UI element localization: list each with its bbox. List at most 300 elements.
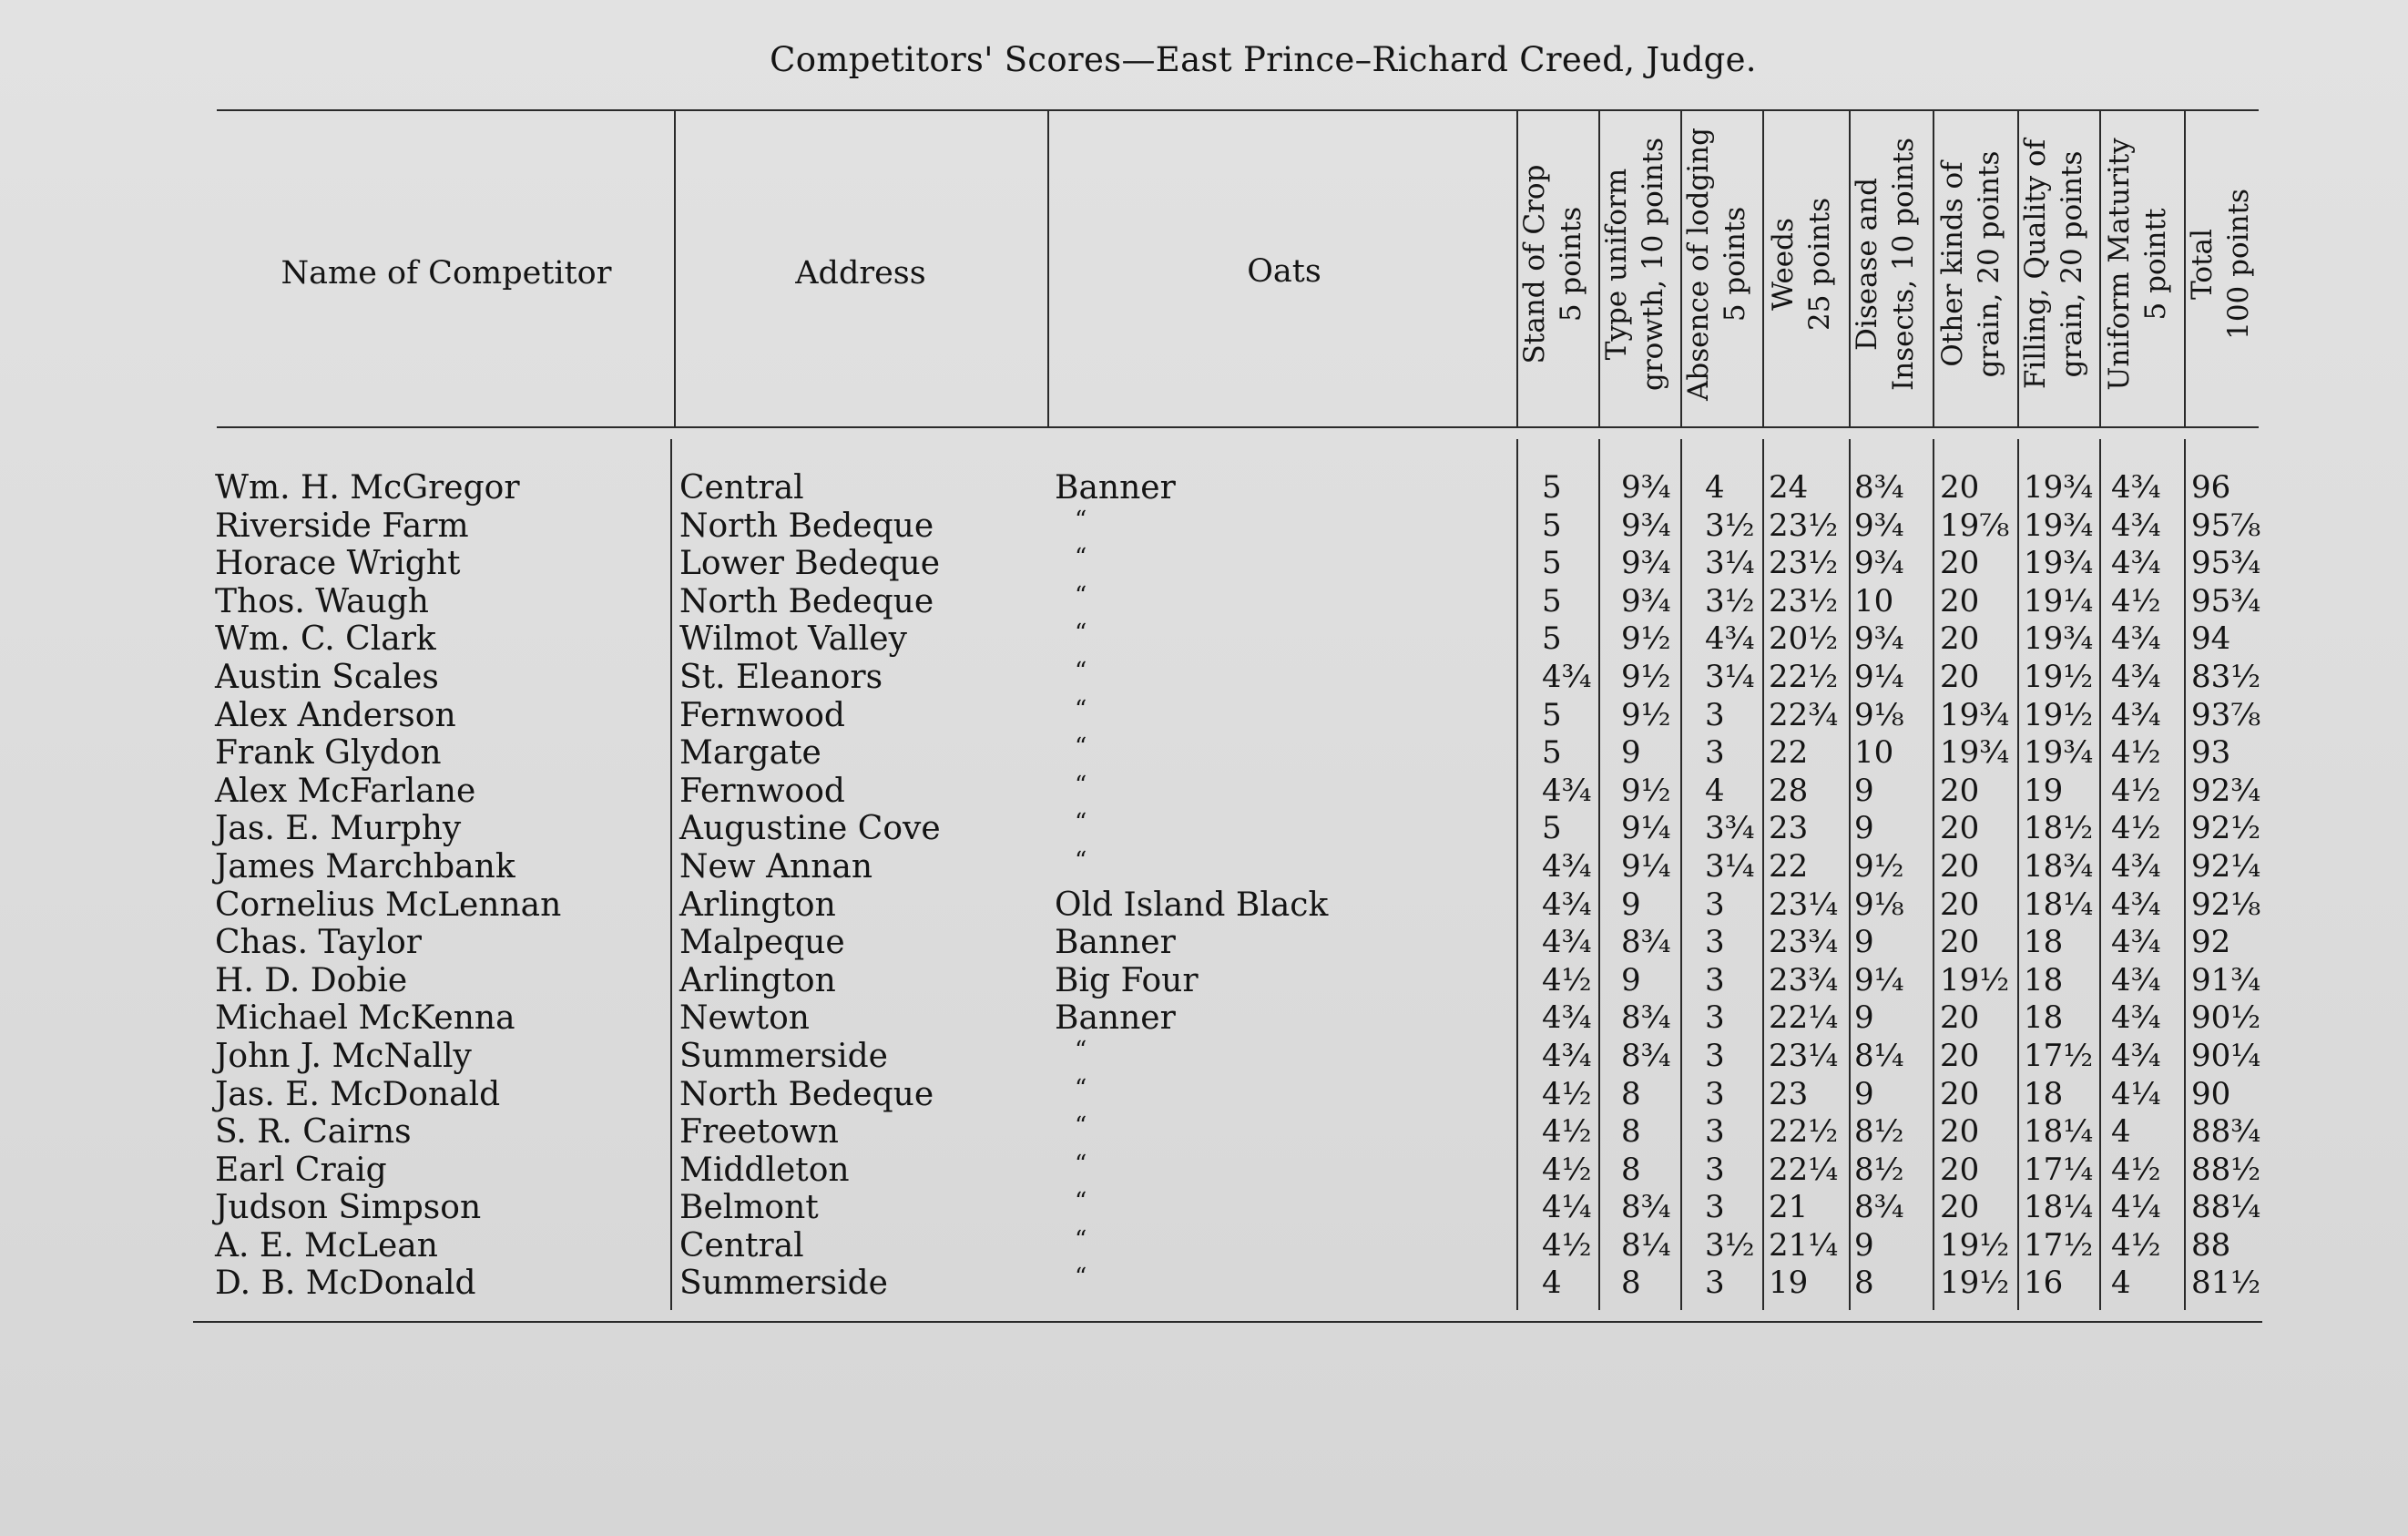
score-cell: 5 bbox=[1542, 696, 1562, 733]
oats-variety: “ bbox=[1075, 581, 1087, 609]
score-cell: 90 bbox=[2191, 1075, 2231, 1112]
score-cell: 8¼ bbox=[1854, 1037, 1904, 1074]
score-cell: 4½ bbox=[2111, 1151, 2161, 1188]
table-row bbox=[0, 545, 2408, 583]
score-cell: 20 bbox=[1940, 999, 1980, 1037]
score-cell: 4½ bbox=[1542, 961, 1592, 998]
score-cell: 4½ bbox=[1542, 1075, 1592, 1112]
competitor-address: Arlington bbox=[679, 886, 836, 924]
oats-variety: “ bbox=[1075, 1074, 1087, 1102]
score-cell: 19¾ bbox=[2024, 734, 2094, 772]
table-row bbox=[0, 1189, 2408, 1227]
score-cell: 3¼ bbox=[1705, 847, 1755, 885]
header-divider bbox=[1047, 111, 1049, 426]
oats-variety: “ bbox=[1075, 544, 1087, 572]
oats-variety: Banner bbox=[1055, 469, 1176, 507]
score-cell: 81½ bbox=[2191, 1265, 2261, 1302]
score-cell: 4¾ bbox=[2111, 847, 2161, 885]
oats-variety: Banner bbox=[1055, 999, 1176, 1038]
score-cell: 20 bbox=[1940, 545, 1980, 582]
score-cell: 18 bbox=[2024, 961, 2064, 998]
table-row bbox=[0, 773, 2408, 811]
competitor-name: Earl Craig bbox=[215, 1151, 387, 1189]
competitor-address: North Bedeque bbox=[679, 1075, 934, 1113]
score-cell: 18¾ bbox=[2024, 847, 2094, 885]
score-cell: 9 bbox=[1854, 924, 1874, 961]
score-cell: 22¾ bbox=[1769, 696, 1839, 733]
score-cell: 88¾ bbox=[2191, 1113, 2261, 1151]
competitor-address: Augustine Cove bbox=[679, 810, 941, 848]
score-cell: 9¼ bbox=[1621, 810, 1671, 847]
oats-variety: Old Island Black bbox=[1055, 886, 1329, 924]
score-cell: 5 bbox=[1542, 545, 1562, 582]
table-row bbox=[0, 999, 2408, 1038]
score-cell: 3 bbox=[1705, 999, 1725, 1037]
score-cell: 19¼ bbox=[2024, 582, 2094, 620]
table-row bbox=[0, 469, 2408, 507]
score-cell: 5 bbox=[1542, 507, 1562, 544]
score-cell: 3 bbox=[1705, 1037, 1725, 1074]
score-cell: 20 bbox=[1940, 620, 1980, 658]
bottom-rule bbox=[193, 1321, 2262, 1323]
score-cell: 9 bbox=[1621, 961, 1641, 998]
score-cell: 22 bbox=[1769, 847, 1809, 885]
score-cell: 18 bbox=[2024, 924, 2064, 961]
score-cell: 20 bbox=[1940, 924, 1980, 961]
competitor-address: Newton bbox=[679, 999, 810, 1038]
score-cell: 9 bbox=[1854, 999, 1874, 1037]
score-cell: 19¾ bbox=[2024, 620, 2094, 658]
score-cell: 10 bbox=[1854, 734, 1894, 772]
competitor-address: Central bbox=[679, 469, 804, 507]
competitor-address: Margate bbox=[679, 734, 821, 773]
page-title: Competitors' Scores—East Prince–Richard Creed, Judge. bbox=[770, 40, 1757, 79]
score-cell: 20 bbox=[1940, 847, 1980, 885]
competitor-name: Judson Simpson bbox=[215, 1189, 482, 1227]
score-cell: 3 bbox=[1705, 696, 1725, 733]
score-cell: 4¼ bbox=[1542, 1189, 1592, 1226]
competitor-address: Lower Bedeque bbox=[679, 545, 940, 583]
score-cell: 8¾ bbox=[1854, 1189, 1904, 1226]
score-cell: 20 bbox=[1940, 582, 1980, 620]
score-cell: 8½ bbox=[1854, 1113, 1904, 1151]
score-cell: 16 bbox=[2024, 1265, 2064, 1302]
table-row bbox=[0, 1113, 2408, 1152]
score-cell: 19¾ bbox=[2024, 545, 2094, 582]
score-cell: 18½ bbox=[2024, 810, 2094, 847]
score-cell: 4 bbox=[2111, 1113, 2131, 1151]
competitor-name: Alex Anderson bbox=[215, 696, 456, 734]
score-cell: 21 bbox=[1769, 1189, 1809, 1226]
score-cell: 8½ bbox=[1854, 1151, 1904, 1188]
score-cell: 94 bbox=[2191, 620, 2231, 658]
score-cell: 20½ bbox=[1769, 620, 1839, 658]
score-cell: 3 bbox=[1705, 924, 1725, 961]
score-cell: 4¾ bbox=[2111, 469, 2161, 506]
competitor-name: Wm. C. Clark bbox=[215, 620, 436, 659]
score-cell: 24 bbox=[1769, 469, 1809, 506]
score-cell: 3 bbox=[1705, 961, 1725, 998]
score-cell: 19 bbox=[2024, 772, 2064, 809]
score-cell: 88½ bbox=[2191, 1151, 2261, 1188]
score-cell: 23¼ bbox=[1769, 886, 1839, 923]
score-cell: 9⅛ bbox=[1854, 696, 1904, 733]
competitor-name: Riverside Farm bbox=[215, 507, 469, 545]
oats-variety: “ bbox=[1075, 620, 1087, 648]
score-table-body bbox=[0, 469, 2408, 1303]
score-cell: 92¼ bbox=[2191, 847, 2261, 885]
score-cell: 4¾ bbox=[1542, 924, 1592, 961]
score-cell: 23 bbox=[1769, 810, 1809, 847]
score-cell: 20 bbox=[1940, 1189, 1980, 1226]
score-cell: 3½ bbox=[1705, 582, 1755, 620]
score-cell: 18 bbox=[2024, 1075, 2064, 1112]
score-cell: 3 bbox=[1705, 1075, 1725, 1112]
score-cell: 4½ bbox=[2111, 772, 2161, 809]
oats-variety: Banner bbox=[1055, 924, 1176, 962]
oats-variety: Big Four bbox=[1055, 961, 1199, 999]
competitor-address: Fernwood bbox=[679, 696, 845, 734]
score-cell: 9¾ bbox=[1621, 469, 1671, 506]
score-cell: 3¼ bbox=[1705, 545, 1755, 582]
score-cell: 9½ bbox=[1854, 847, 1904, 885]
score-cell: 93⅞ bbox=[2191, 696, 2261, 733]
score-cell: 23¾ bbox=[1769, 961, 1839, 998]
competitor-address: New Annan bbox=[679, 847, 873, 886]
score-cell: 19½ bbox=[2024, 658, 2094, 695]
score-cell: 20 bbox=[1940, 1075, 1980, 1112]
score-cell: 8¾ bbox=[1854, 469, 1904, 506]
score-cell: 4½ bbox=[1542, 1113, 1592, 1151]
header-name: Name of Competitor bbox=[281, 255, 612, 292]
score-cell: 3¾ bbox=[1705, 810, 1755, 847]
score-cell: 9 bbox=[1854, 1075, 1874, 1112]
score-cell: 8¾ bbox=[1621, 1189, 1671, 1226]
score-cell: 8 bbox=[1621, 1265, 1641, 1302]
competitor-address: Freetown bbox=[679, 1113, 839, 1152]
score-cell: 20 bbox=[1940, 772, 1980, 809]
score-cell: 19⅞ bbox=[1940, 507, 2010, 544]
score-cell: 95¾ bbox=[2191, 545, 2261, 582]
score-cell: 4½ bbox=[2111, 810, 2161, 847]
score-cell: 9½ bbox=[1621, 620, 1671, 658]
score-cell: 4¾ bbox=[2111, 507, 2161, 544]
score-cell: 18¼ bbox=[2024, 1113, 2094, 1151]
table-row bbox=[0, 734, 2408, 773]
header-disease-and-insects: Disease and Insects, 10 points bbox=[1851, 138, 1920, 391]
competitor-name: S. R. Cairns bbox=[215, 1113, 412, 1152]
competitor-name: Austin Scales bbox=[215, 658, 439, 696]
score-cell: 9¾ bbox=[1621, 545, 1671, 582]
score-cell: 3 bbox=[1705, 734, 1725, 772]
header-stand-of-crop: Stand of Crop 5 points bbox=[1518, 164, 1587, 364]
score-cell: 19 bbox=[1769, 1265, 1809, 1302]
score-cell: 5 bbox=[1542, 469, 1562, 506]
competitor-name: Horace Wright bbox=[215, 545, 461, 583]
table-row bbox=[0, 620, 2408, 659]
score-cell: 4¾ bbox=[2111, 620, 2161, 658]
score-cell: 17½ bbox=[2024, 1037, 2094, 1074]
header-divider bbox=[1762, 111, 1764, 426]
score-cell: 20 bbox=[1940, 886, 1980, 923]
header-uniform-maturity: Uniform Maturity 5 pointt bbox=[2103, 138, 2172, 391]
score-cell: 8 bbox=[1621, 1113, 1641, 1151]
score-cell: 3 bbox=[1705, 1151, 1725, 1188]
score-cell: 96 bbox=[2191, 469, 2231, 506]
score-cell: 9½ bbox=[1621, 696, 1671, 733]
score-cell: 9¾ bbox=[1854, 545, 1904, 582]
competitor-address: North Bedeque bbox=[679, 582, 934, 620]
oats-variety: “ bbox=[1075, 733, 1087, 762]
score-cell: 4¾ bbox=[1542, 1037, 1592, 1074]
score-cell: 17½ bbox=[2024, 1226, 2094, 1264]
table-row bbox=[0, 810, 2408, 848]
oats-variety: “ bbox=[1075, 1264, 1087, 1292]
score-cell: 4 bbox=[1542, 1265, 1562, 1302]
score-cell: 4¼ bbox=[2111, 1189, 2161, 1226]
score-cell: 22¼ bbox=[1769, 999, 1839, 1037]
competitor-name: Alex McFarlane bbox=[215, 772, 476, 810]
competitor-address: St. Eleanors bbox=[679, 658, 883, 696]
competitor-address: Arlington bbox=[679, 961, 836, 999]
score-cell: 9 bbox=[1854, 772, 1874, 809]
score-cell: 19½ bbox=[1940, 1265, 2010, 1302]
header-address: Address bbox=[795, 255, 926, 292]
score-cell: 8 bbox=[1854, 1265, 1874, 1302]
score-cell: 4¾ bbox=[1542, 658, 1592, 695]
oats-variety: “ bbox=[1075, 506, 1087, 534]
header-type-uniform-growth: Type uniform growth, 10 points bbox=[1600, 137, 1669, 392]
score-cell: 92 bbox=[2191, 924, 2231, 961]
score-cell: 5 bbox=[1542, 734, 1562, 772]
competitor-name: Michael McKenna bbox=[215, 999, 515, 1038]
header-total: Total 100 points bbox=[2186, 189, 2255, 340]
table-row bbox=[0, 583, 2408, 621]
oats-variety: “ bbox=[1075, 1112, 1087, 1141]
table-row bbox=[0, 1076, 2408, 1114]
score-cell: 9¾ bbox=[1854, 507, 1904, 544]
score-cell: 9¼ bbox=[1621, 847, 1671, 885]
score-cell: 4½ bbox=[1542, 1226, 1592, 1264]
score-cell: 4½ bbox=[1542, 1151, 1592, 1188]
score-cell: 93 bbox=[2191, 734, 2231, 772]
table-row bbox=[0, 1152, 2408, 1190]
oats-variety: “ bbox=[1075, 771, 1087, 799]
score-cell: 4¾ bbox=[2111, 1037, 2161, 1074]
header-other-kinds-of-grain: Other kinds of grain, 20 points bbox=[1936, 150, 2005, 378]
score-cell: 4 bbox=[2111, 1265, 2131, 1302]
score-cell: 8 bbox=[1621, 1151, 1641, 1188]
competitor-address: North Bedeque bbox=[679, 507, 934, 545]
score-cell: 9½ bbox=[1621, 658, 1671, 695]
competitor-address: Malpeque bbox=[679, 924, 845, 962]
header-divider bbox=[674, 111, 676, 426]
score-cell: 19¾ bbox=[1940, 696, 2010, 733]
score-cell: 22¼ bbox=[1769, 1151, 1839, 1188]
oats-variety: “ bbox=[1075, 846, 1087, 875]
score-cell: 22 bbox=[1769, 734, 1809, 772]
score-cell: 3 bbox=[1705, 1265, 1725, 1302]
score-cell: 9 bbox=[1621, 886, 1641, 923]
competitor-name: Cornelius McLennan bbox=[215, 886, 562, 924]
score-cell: 23¼ bbox=[1769, 1037, 1839, 1074]
table-row bbox=[0, 507, 2408, 546]
score-cell: 5 bbox=[1542, 582, 1562, 620]
oats-variety: “ bbox=[1075, 1188, 1087, 1216]
oats-variety: “ bbox=[1075, 809, 1087, 837]
table-row bbox=[0, 924, 2408, 962]
score-cell: 23½ bbox=[1769, 507, 1839, 544]
score-cell: 4¼ bbox=[2111, 1075, 2161, 1112]
table-row bbox=[0, 659, 2408, 697]
score-cell: 9 bbox=[1854, 810, 1874, 847]
score-cell: 20 bbox=[1940, 469, 1980, 506]
competitor-address: Middleton bbox=[679, 1151, 850, 1189]
score-cell: 9 bbox=[1854, 1226, 1874, 1264]
score-cell: 4¾ bbox=[2111, 658, 2161, 695]
score-cell: 8¾ bbox=[1621, 1037, 1671, 1074]
score-cell: 92⅛ bbox=[2191, 886, 2261, 923]
score-cell: 21¼ bbox=[1769, 1226, 1839, 1264]
table-row bbox=[0, 697, 2408, 735]
score-cell: 23¾ bbox=[1769, 924, 1839, 961]
score-cell: 20 bbox=[1940, 658, 1980, 695]
competitor-name: Thos. Waugh bbox=[215, 582, 429, 620]
header-filling-quality: Filling, Quality of grain, 20 points bbox=[2019, 138, 2088, 390]
score-cell: 4½ bbox=[2111, 1226, 2161, 1264]
header-absence-of-lodging: Absence of lodging 5 points bbox=[1682, 128, 1751, 401]
score-cell: 19½ bbox=[1940, 1226, 2010, 1264]
score-cell: 4½ bbox=[2111, 734, 2161, 772]
score-cell: 90¼ bbox=[2191, 1037, 2261, 1074]
competitor-name: Wm. H. McGregor bbox=[215, 469, 520, 507]
competitor-address: Central bbox=[679, 1226, 804, 1265]
score-cell: 20 bbox=[1940, 1151, 1980, 1188]
score-cell: 4 bbox=[1705, 469, 1725, 506]
score-cell: 88¼ bbox=[2191, 1189, 2261, 1226]
score-cell: 4¾ bbox=[2111, 961, 2161, 998]
competitor-name: A. E. McLean bbox=[215, 1226, 438, 1265]
competitor-address: Summerside bbox=[679, 1265, 888, 1303]
oats-variety: “ bbox=[1075, 1225, 1087, 1254]
competitor-address: Wilmot Valley bbox=[679, 620, 907, 659]
score-cell: 95¾ bbox=[2191, 582, 2261, 620]
score-cell: 3 bbox=[1705, 1189, 1725, 1226]
score-cell: 95⅞ bbox=[2191, 507, 2261, 544]
score-cell: 4¾ bbox=[1542, 999, 1592, 1037]
competitor-name: Jas. E. McDonald bbox=[215, 1075, 501, 1113]
score-cell: 5 bbox=[1542, 810, 1562, 847]
score-cell: 4¾ bbox=[2111, 545, 2161, 582]
score-cell: 3 bbox=[1705, 1113, 1725, 1151]
score-cell: 23 bbox=[1769, 1075, 1809, 1112]
score-cell: 5 bbox=[1542, 620, 1562, 658]
score-cell: 9¼ bbox=[1854, 658, 1904, 695]
table-row bbox=[0, 1265, 2408, 1303]
score-cell: 83½ bbox=[2191, 658, 2261, 695]
oats-variety: “ bbox=[1075, 695, 1087, 723]
score-cell: 9¾ bbox=[1621, 507, 1671, 544]
score-cell: 18 bbox=[2024, 999, 2064, 1037]
score-cell: 20 bbox=[1940, 1037, 1980, 1074]
score-cell: 92¾ bbox=[2191, 772, 2261, 809]
competitor-address: Belmont bbox=[679, 1189, 819, 1227]
score-cell: 18¼ bbox=[2024, 886, 2094, 923]
oats-variety: “ bbox=[1075, 1150, 1087, 1178]
oats-variety: “ bbox=[1075, 1036, 1087, 1064]
competitor-name: Jas. E. Murphy bbox=[215, 810, 462, 848]
score-cell: 3¼ bbox=[1705, 658, 1755, 695]
score-cell: 4¾ bbox=[2111, 999, 2161, 1037]
score-cell: 91¾ bbox=[2191, 961, 2261, 998]
score-cell: 19¾ bbox=[2024, 469, 2094, 506]
header-oats: Oats bbox=[1247, 253, 1321, 290]
score-cell: 4¾ bbox=[2111, 696, 2161, 733]
table-row bbox=[0, 1038, 2408, 1076]
score-cell: 4¾ bbox=[1542, 847, 1592, 885]
score-cell: 4¾ bbox=[1542, 772, 1592, 809]
score-cell: 9¼ bbox=[1854, 961, 1904, 998]
score-cell: 23½ bbox=[1769, 545, 1839, 582]
competitor-address: Fernwood bbox=[679, 772, 845, 810]
score-cell: 28 bbox=[1769, 772, 1809, 809]
score-cell: 92½ bbox=[2191, 810, 2261, 847]
table-row bbox=[0, 1227, 2408, 1265]
competitor-name: James Marchbank bbox=[215, 847, 515, 886]
score-cell: 90½ bbox=[2191, 999, 2261, 1037]
score-cell: 9½ bbox=[1621, 772, 1671, 809]
score-cell: 4¾ bbox=[1542, 886, 1592, 923]
score-cell: 4 bbox=[1705, 772, 1725, 809]
oats-variety: “ bbox=[1075, 657, 1087, 685]
score-cell: 19¾ bbox=[1940, 734, 2010, 772]
table-row bbox=[0, 848, 2408, 886]
table-row bbox=[0, 962, 2408, 1000]
score-cell: 19½ bbox=[2024, 696, 2094, 733]
header-bottom-rule bbox=[217, 426, 2259, 428]
score-cell: 4½ bbox=[2111, 582, 2161, 620]
score-cell: 22½ bbox=[1769, 658, 1839, 695]
header-weeds: Weeds 25 points bbox=[1767, 197, 1836, 332]
score-cell: 88 bbox=[2191, 1226, 2231, 1264]
score-cell: 4¾ bbox=[2111, 924, 2161, 961]
score-cell: 9 bbox=[1621, 734, 1641, 772]
competitor-name: Chas. Taylor bbox=[215, 924, 422, 962]
competitor-name: John J. McNally bbox=[215, 1037, 472, 1075]
score-cell: 23½ bbox=[1769, 582, 1839, 620]
score-cell: 18¼ bbox=[2024, 1189, 2094, 1226]
score-cell: 9¾ bbox=[1621, 582, 1671, 620]
table-row bbox=[0, 886, 2408, 925]
score-cell: 17¼ bbox=[2024, 1151, 2094, 1188]
score-cell: 22½ bbox=[1769, 1113, 1839, 1151]
competitor-name: D. B. McDonald bbox=[215, 1265, 476, 1303]
score-cell: 8¾ bbox=[1621, 924, 1671, 961]
score-cell: 3½ bbox=[1705, 1226, 1755, 1264]
score-cell: 8 bbox=[1621, 1075, 1641, 1112]
score-cell: 10 bbox=[1854, 582, 1894, 620]
competitor-name: H. D. Dobie bbox=[215, 961, 408, 999]
score-cell: 3 bbox=[1705, 886, 1725, 923]
score-cell: 3½ bbox=[1705, 507, 1755, 544]
score-cell: 9¾ bbox=[1854, 620, 1904, 658]
score-cell: 8¾ bbox=[1621, 999, 1671, 1037]
score-cell: 19¾ bbox=[2024, 507, 2094, 544]
score-cell: 8¼ bbox=[1621, 1226, 1671, 1264]
score-cell: 19½ bbox=[1940, 961, 2010, 998]
score-cell: 4¾ bbox=[1705, 620, 1755, 658]
score-cell: 4¾ bbox=[2111, 886, 2161, 923]
